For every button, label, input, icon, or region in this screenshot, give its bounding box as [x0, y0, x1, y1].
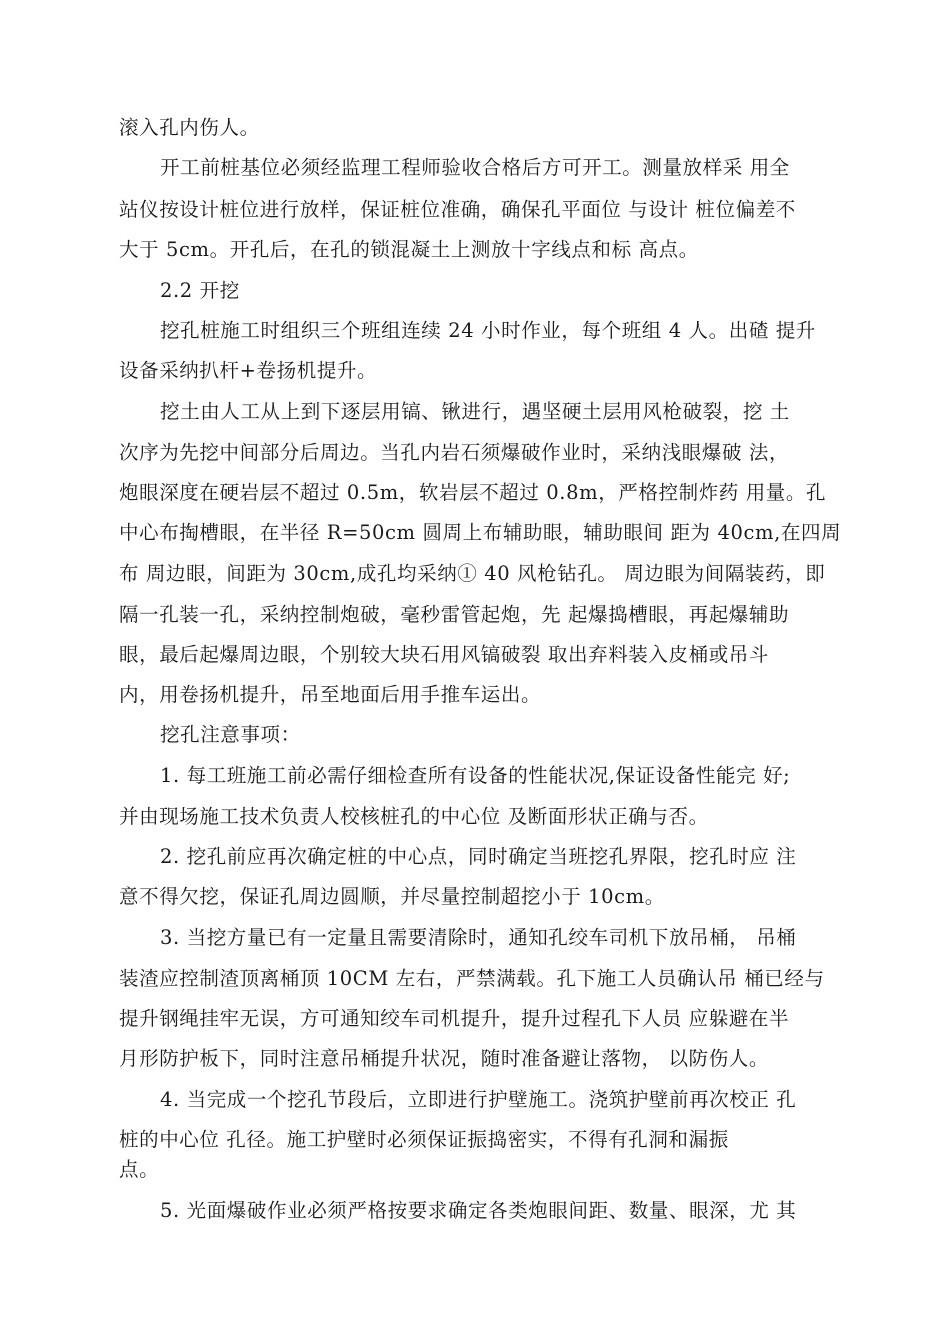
text-line: 挖土由人工从上到下逐层用镐、锹进行，遇坚硬土层用风枪破裂，挖 土 — [160, 400, 790, 423]
list-item-line: 意不得欠挖，保证孔周边圆顺，并尽量控制超挖小于 10cm。 — [119, 885, 665, 908]
list-item-line: 2. 挖孔前应再次确定桩的中心点，同时确定当班挖孔界限，挖孔时应 注 — [160, 845, 797, 868]
text-line: 站仪按设计桩位进行放样，保证桩位准确，确保孔平面位 与设计 桩位偏差不 — [119, 198, 796, 221]
list-item-line: 点。 — [119, 1158, 160, 1181]
text-line: 大于 5cm。开孔后，在孔的锁混凝土上测放十字线点和标 高点。 — [119, 238, 699, 261]
list-item-line: 桩的中心位 孔径。施工护壁时必须保证振捣密实，不得有孔洞和漏振 — [119, 1128, 729, 1151]
text-line: 次序为先挖中间部分后周边。当孔内岩石须爆破作业时，采纳浅眼爆破 法， — [119, 441, 790, 464]
text-line: 布 周边眼，间距为 30cm,成孔均采纳① 40 风枪钻孔。 周边眼为间隔装药，即 — [119, 562, 826, 585]
list-item-line: 月形防护板下，同时注意吊桶提升状况，随时准备避让落物， 以防伤人。 — [119, 1047, 769, 1070]
list-item-line: 4. 当完成一个挖孔节段后，立即进行护壁施工。浇筑护壁前再次校正 孔 — [160, 1088, 797, 1111]
subsection-heading: 挖孔注意事项： — [160, 723, 301, 746]
text-line: 挖孔桩施工时组织三个班组连续 24 小时作业，每个班组 4 人。出碴 提升 — [160, 319, 816, 342]
list-item-line: 装渣应控制渣顶离桶顶 10CM 左右，严禁满载。孔下施工人员确认吊 桶已经与 — [119, 967, 825, 990]
list-item-line: 5. 光面爆破作业必须严格按要求确定各类炮眼间距、数量、眼深，尤 其 — [160, 1199, 797, 1222]
text-line: 隔一孔装一孔，采纳控制炮破，毫秒雷管起炮，先 起爆捣槽眼，再起爆辅助 — [119, 603, 790, 626]
text-line: 内，用卷扬机提升，吊至地面后用手推车运出。 — [119, 683, 542, 706]
section-heading: 2.2 开挖 — [160, 279, 240, 302]
list-item-line: 3. 当挖方量已有一定量且需要清除时，通知孔绞车司机下放吊桶， 吊桶 — [160, 926, 797, 949]
text-line: 设备采纳扒杆+卷扬机提升。 — [119, 359, 378, 382]
text-line: 炮眼深度在硬岩层不超过 0.5m，软岩层不超过 0.8m，严格控制炸药 用量。孔 — [119, 481, 827, 504]
list-item-line: 并由现场施工技术负责人校核桩孔的中心位 及断面形状正确与否。 — [119, 805, 709, 828]
text-line: 开工前桩基位必须经监理工程师验收合格后方可开工。测量放样采 用全 — [160, 156, 790, 179]
list-item-line: 提升钢绳挂牢无误，方可通知绞车司机提升，提升过程孔下人员 应躲避在半 — [119, 1007, 790, 1030]
list-item-line: 1. 每工班施工前必需仔细检查所有设备的性能状况,保证设备性能完 好; — [160, 764, 791, 787]
text-line: 滚入孔内伤人。 — [119, 116, 260, 139]
text-line: 眼，最后起爆周边眼，个别较大块石用风镐破裂 取出弃料装入皮桶或吊斗 — [119, 643, 769, 666]
text-line: 中心布掏槽眼，在半径 R=50cm 圆周上布辅助眼，辅助眼间 距为 40cm,在四周 — [119, 521, 842, 544]
